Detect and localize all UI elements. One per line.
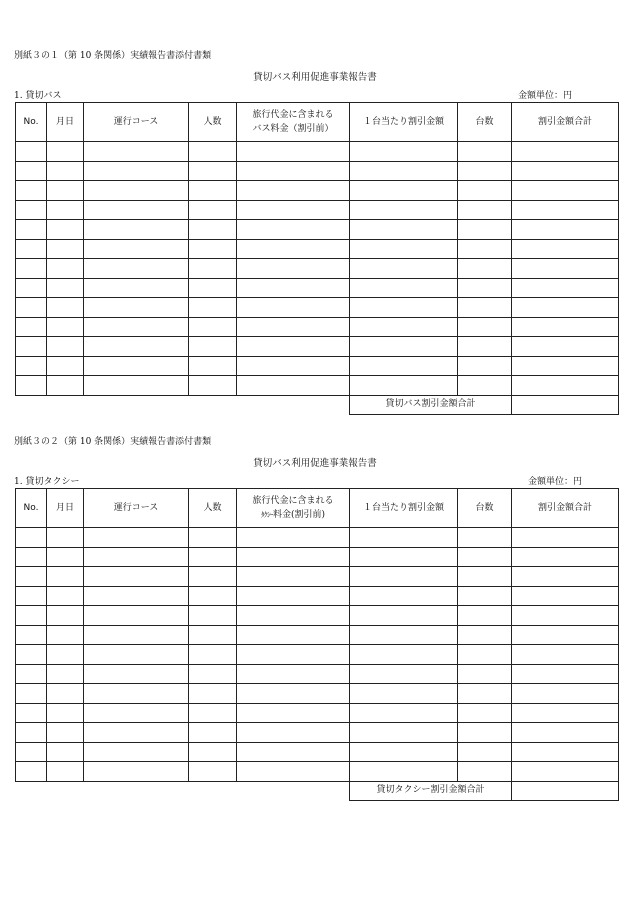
cell-fee[interactable]	[237, 742, 350, 762]
cell-units[interactable]	[458, 723, 512, 743]
table-row	[16, 278, 619, 298]
cell-date[interactable]	[47, 239, 84, 259]
cell-discount-total[interactable]	[512, 278, 619, 298]
col-header-discount-total: 割引金額合計	[512, 489, 619, 528]
cell-people[interactable]	[189, 142, 237, 162]
cell-units[interactable]	[458, 742, 512, 762]
cell-course[interactable]	[84, 220, 189, 240]
table-row	[16, 298, 619, 318]
cell-discount-per-unit[interactable]	[350, 567, 458, 587]
cell-people[interactable]	[189, 181, 237, 201]
table-row	[16, 356, 619, 376]
cell-discount-per-unit[interactable]	[350, 200, 458, 220]
cell-date[interactable]	[47, 259, 84, 279]
table-row	[16, 200, 619, 220]
cell-discount-total[interactable]	[512, 664, 619, 684]
cell-no[interactable]	[16, 317, 47, 337]
cell-no[interactable]	[16, 606, 47, 626]
cell-date[interactable]	[47, 547, 84, 567]
cell-date[interactable]	[47, 664, 84, 684]
cell-units[interactable]	[458, 220, 512, 240]
cell-fee[interactable]	[237, 376, 350, 396]
cell-date[interactable]	[47, 376, 84, 396]
cell-units[interactable]	[458, 142, 512, 162]
table-row	[16, 625, 619, 645]
cell-people[interactable]	[189, 200, 237, 220]
cell-date[interactable]	[47, 356, 84, 376]
cell-no[interactable]	[16, 220, 47, 240]
cell-units[interactable]	[458, 586, 512, 606]
total-label: 貸切タクシー割引金額合計	[350, 781, 512, 800]
col-header-units: 台数	[458, 489, 512, 528]
cell-fee[interactable]	[237, 528, 350, 548]
table-row	[16, 220, 619, 240]
cell-discount-total[interactable]	[512, 181, 619, 201]
cell-no[interactable]	[16, 161, 47, 181]
cell-fee[interactable]	[237, 586, 350, 606]
cell-discount-per-unit[interactable]	[350, 606, 458, 626]
cell-no[interactable]	[16, 567, 47, 587]
cell-people[interactable]	[189, 220, 237, 240]
total-row	[16, 781, 619, 800]
cell-course[interactable]	[84, 703, 189, 723]
col-header-no: No.	[16, 103, 47, 142]
table-row	[16, 337, 619, 357]
cell-discount-per-unit[interactable]	[350, 547, 458, 567]
cell-fee[interactable]	[237, 259, 350, 279]
cell-date[interactable]	[47, 723, 84, 743]
cell-units[interactable]	[458, 278, 512, 298]
cell-course[interactable]	[84, 317, 189, 337]
cell-people[interactable]	[189, 586, 237, 606]
cell-discount-total[interactable]	[512, 528, 619, 548]
cell-course[interactable]	[84, 239, 189, 259]
attachment-note: 別紙３の２（第 10 条関係）実績報告書添付書類	[14, 437, 212, 447]
cell-course[interactable]	[84, 337, 189, 357]
cell-discount-per-unit[interactable]	[350, 298, 458, 318]
cell-no[interactable]	[16, 259, 47, 279]
cell-fee[interactable]	[237, 278, 350, 298]
cell-units[interactable]	[458, 703, 512, 723]
cell-units[interactable]	[458, 181, 512, 201]
col-header-course: 運行コース	[84, 103, 189, 142]
cell-units[interactable]	[458, 161, 512, 181]
cell-date[interactable]	[47, 684, 84, 704]
cell-no[interactable]	[16, 278, 47, 298]
table-row	[16, 161, 619, 181]
cell-fee[interactable]	[237, 337, 350, 357]
cell-fee[interactable]	[237, 703, 350, 723]
cell-people[interactable]	[189, 161, 237, 181]
cell-fee[interactable]	[237, 606, 350, 626]
cell-discount-total[interactable]	[512, 161, 619, 181]
col-header-fee-line2	[237, 508, 349, 522]
cell-discount-total[interactable]	[512, 625, 619, 645]
table-row	[16, 762, 619, 782]
cell-people[interactable]	[189, 684, 237, 704]
cell-fee[interactable]	[237, 723, 350, 743]
cell-people[interactable]	[189, 528, 237, 548]
cell-units[interactable]	[458, 645, 512, 665]
cell-units[interactable]	[458, 547, 512, 567]
table-body	[16, 528, 619, 782]
cell-course[interactable]	[84, 161, 189, 181]
cell-discount-per-unit[interactable]	[350, 684, 458, 704]
table-row	[16, 547, 619, 567]
cell-no[interactable]	[16, 181, 47, 201]
cell-discount-total[interactable]	[512, 684, 619, 704]
cell-people[interactable]	[189, 547, 237, 567]
cell-units[interactable]	[458, 200, 512, 220]
cell-discount-per-unit[interactable]	[350, 161, 458, 181]
cell-no[interactable]	[16, 586, 47, 606]
cell-people[interactable]	[189, 567, 237, 587]
cell-discount-per-unit[interactable]	[350, 142, 458, 162]
col-header-fee-line1: 旅行代金に含まれる	[252, 109, 334, 120]
cell-discount-total[interactable]	[512, 142, 619, 162]
total-row	[16, 395, 619, 414]
cell-date[interactable]	[47, 528, 84, 548]
cell-people[interactable]	[189, 356, 237, 376]
cell-people[interactable]	[189, 298, 237, 318]
table-row	[16, 703, 619, 723]
table-row	[16, 142, 619, 162]
cell-date[interactable]	[47, 298, 84, 318]
cell-course[interactable]	[84, 547, 189, 567]
cell-fee[interactable]	[237, 356, 350, 376]
cell-fee[interactable]	[237, 142, 350, 162]
cell-course[interactable]	[84, 298, 189, 318]
cell-course[interactable]	[84, 742, 189, 762]
cell-fee[interactable]	[237, 547, 350, 567]
cell-course[interactable]	[84, 356, 189, 376]
cell-people[interactable]	[189, 625, 237, 645]
cell-date[interactable]	[47, 625, 84, 645]
cell-date[interactable]	[47, 606, 84, 626]
amount-unit-label: 金額単位：円	[527, 477, 582, 487]
cell-people[interactable]	[189, 278, 237, 298]
table-row	[16, 606, 619, 626]
cell-course[interactable]	[84, 376, 189, 396]
cell-no[interactable]	[16, 664, 47, 684]
taxi-kana: ﾀｸｼｰ	[260, 511, 273, 519]
cell-discount-total[interactable]	[512, 567, 619, 587]
cell-discount-total[interactable]	[512, 356, 619, 376]
cell-people[interactable]	[189, 723, 237, 743]
category-label: 1. 貸切タクシー	[14, 477, 80, 487]
total-value-cell[interactable]	[512, 395, 619, 414]
cell-date[interactable]	[47, 703, 84, 723]
cell-discount-per-unit[interactable]	[350, 723, 458, 743]
cell-units[interactable]	[458, 356, 512, 376]
cell-units[interactable]	[458, 625, 512, 645]
cell-date[interactable]	[47, 181, 84, 201]
cell-people[interactable]	[189, 337, 237, 357]
table-row	[16, 664, 619, 684]
cell-no[interactable]	[16, 337, 47, 357]
cell-fee[interactable]	[237, 161, 350, 181]
col-header-people: 人数	[189, 489, 237, 528]
cell-date[interactable]	[47, 645, 84, 665]
cell-people[interactable]	[189, 762, 237, 782]
table-row	[16, 181, 619, 201]
cell-course[interactable]	[84, 664, 189, 684]
cell-date[interactable]	[47, 337, 84, 357]
table-row	[16, 567, 619, 587]
cell-people[interactable]	[189, 606, 237, 626]
cell-course[interactable]	[84, 181, 189, 201]
table-body	[16, 142, 619, 396]
table-row	[16, 376, 619, 396]
cell-discount-total[interactable]	[512, 220, 619, 240]
cell-course[interactable]	[84, 606, 189, 626]
cell-people[interactable]	[189, 239, 237, 259]
cell-no[interactable]	[16, 239, 47, 259]
cell-no[interactable]	[16, 762, 47, 782]
col-header-no: No.	[16, 489, 47, 528]
cell-date[interactable]	[47, 742, 84, 762]
cell-discount-per-unit[interactable]	[350, 625, 458, 645]
cell-people[interactable]	[189, 742, 237, 762]
category-label: 1. 貸切バス	[14, 91, 62, 101]
cell-fee[interactable]	[237, 567, 350, 587]
table-row	[16, 317, 619, 337]
cell-discount-total[interactable]	[512, 762, 619, 782]
fee-line2-rest: 料金(割引前)	[272, 510, 326, 520]
cell-fee[interactable]	[237, 239, 350, 259]
cell-course[interactable]	[84, 625, 189, 645]
cell-course[interactable]	[84, 645, 189, 665]
col-header-fee-line1: 旅行代金に含まれる	[252, 495, 334, 506]
cell-people[interactable]	[189, 317, 237, 337]
cell-discount-per-unit[interactable]	[350, 181, 458, 201]
cell-discount-total[interactable]	[512, 586, 619, 606]
col-header-fee	[237, 489, 350, 528]
cell-date[interactable]	[47, 142, 84, 162]
cell-discount-per-unit[interactable]	[350, 742, 458, 762]
cell-people[interactable]	[189, 703, 237, 723]
cell-no[interactable]	[16, 142, 47, 162]
table-row	[16, 684, 619, 704]
cell-discount-per-unit[interactable]	[350, 645, 458, 665]
cell-date[interactable]	[47, 317, 84, 337]
table-row	[16, 528, 619, 548]
col-header-fee-line2: バス料金（割引前）	[252, 124, 334, 134]
cell-discount-total[interactable]	[512, 298, 619, 318]
cell-no[interactable]	[16, 703, 47, 723]
cell-fee[interactable]	[237, 181, 350, 201]
cell-fee[interactable]	[237, 684, 350, 704]
cell-no[interactable]	[16, 528, 47, 548]
cell-discount-total[interactable]	[512, 703, 619, 723]
cell-course[interactable]	[84, 528, 189, 548]
cell-discount-total[interactable]	[512, 317, 619, 337]
cell-date[interactable]	[47, 586, 84, 606]
cell-people[interactable]	[189, 376, 237, 396]
bus-report-table	[15, 102, 619, 415]
cell-people[interactable]	[189, 259, 237, 279]
cell-course[interactable]	[84, 723, 189, 743]
cell-discount-total[interactable]	[512, 200, 619, 220]
cell-no[interactable]	[16, 547, 47, 567]
total-label: 貸切バス割引金額合計	[350, 395, 512, 414]
table-row	[16, 239, 619, 259]
cell-course[interactable]	[84, 762, 189, 782]
cell-date[interactable]	[47, 278, 84, 298]
cell-discount-per-unit[interactable]	[350, 259, 458, 279]
cell-fee[interactable]	[237, 664, 350, 684]
cell-discount-total[interactable]	[512, 742, 619, 762]
cell-units[interactable]	[458, 528, 512, 548]
table-header-row	[16, 103, 619, 142]
cell-no[interactable]	[16, 625, 47, 645]
col-header-discount-total: 割引金額合計	[512, 103, 619, 142]
cell-discount-per-unit[interactable]	[350, 317, 458, 337]
cell-units[interactable]	[458, 376, 512, 396]
amount-unit-label: 金額単位：円	[517, 91, 572, 101]
table-row	[16, 723, 619, 743]
cell-people[interactable]	[189, 664, 237, 684]
cell-no[interactable]	[16, 645, 47, 665]
cell-fee[interactable]	[237, 200, 350, 220]
cell-no[interactable]	[16, 742, 47, 762]
cell-people[interactable]	[189, 645, 237, 665]
cell-discount-per-unit[interactable]	[350, 528, 458, 548]
cell-discount-total[interactable]	[512, 376, 619, 396]
attachment-note: 別紙３の１（第 10 条関係）実績報告書添付書類	[14, 51, 212, 61]
cell-course[interactable]	[84, 586, 189, 606]
cell-no[interactable]	[16, 376, 47, 396]
cell-discount-per-unit[interactable]	[350, 376, 458, 396]
col-header-people: 人数	[189, 103, 237, 142]
col-header-discount-per-unit: １台当たり割引金額	[350, 489, 458, 528]
total-value-cell[interactable]	[512, 781, 619, 800]
cell-units[interactable]	[458, 684, 512, 704]
cell-units[interactable]	[458, 606, 512, 626]
cell-fee[interactable]	[237, 762, 350, 782]
cell-fee[interactable]	[237, 220, 350, 240]
cell-discount-total[interactable]	[512, 337, 619, 357]
cell-fee[interactable]	[237, 298, 350, 318]
cell-fee[interactable]	[237, 625, 350, 645]
cell-course[interactable]	[84, 200, 189, 220]
table-header-row	[16, 489, 619, 528]
cell-course[interactable]	[84, 259, 189, 279]
cell-units[interactable]	[458, 664, 512, 684]
taxi-report-table	[15, 488, 619, 801]
cell-units[interactable]	[458, 317, 512, 337]
cell-discount-per-unit[interactable]	[350, 239, 458, 259]
col-header-fee	[237, 103, 350, 142]
cell-units[interactable]	[458, 259, 512, 279]
col-header-course: 運行コース	[84, 489, 189, 528]
cell-units[interactable]	[458, 337, 512, 357]
cell-discount-total[interactable]	[512, 723, 619, 743]
cell-date[interactable]	[47, 220, 84, 240]
cell-course[interactable]	[84, 567, 189, 587]
cell-units[interactable]	[458, 567, 512, 587]
cell-discount-per-unit[interactable]	[350, 220, 458, 240]
cell-no[interactable]	[16, 684, 47, 704]
col-header-units: 台数	[458, 103, 512, 142]
report-title: 貸切バス利用促進事業報告書	[253, 72, 377, 83]
cell-discount-total[interactable]	[512, 606, 619, 626]
cell-discount-per-unit[interactable]	[350, 337, 458, 357]
cell-course[interactable]	[84, 142, 189, 162]
col-header-discount-per-unit: １台当たり割引金額	[350, 103, 458, 142]
cell-date[interactable]	[47, 200, 84, 220]
cell-discount-per-unit[interactable]	[350, 278, 458, 298]
cell-course[interactable]	[84, 684, 189, 704]
report-title: 貸切バス利用促進事業報告書	[253, 458, 377, 469]
col-header-date: 月日	[47, 489, 84, 528]
cell-no[interactable]	[16, 200, 47, 220]
cell-date[interactable]	[47, 762, 84, 782]
cell-course[interactable]	[84, 278, 189, 298]
cell-no[interactable]	[16, 356, 47, 376]
cell-no[interactable]	[16, 723, 47, 743]
cell-discount-per-unit[interactable]	[350, 356, 458, 376]
cell-no[interactable]	[16, 298, 47, 318]
cell-discount-per-unit[interactable]	[350, 586, 458, 606]
table-row	[16, 586, 619, 606]
cell-discount-per-unit[interactable]	[350, 664, 458, 684]
table-row	[16, 259, 619, 279]
cell-units[interactable]	[458, 298, 512, 318]
cell-date[interactable]	[47, 161, 84, 181]
table-row	[16, 742, 619, 762]
cell-discount-total[interactable]	[512, 645, 619, 665]
cell-units[interactable]	[458, 762, 512, 782]
col-header-date: 月日	[47, 103, 84, 142]
cell-discount-per-unit[interactable]	[350, 703, 458, 723]
cell-fee[interactable]	[237, 317, 350, 337]
cell-discount-total[interactable]	[512, 259, 619, 279]
cell-discount-total[interactable]	[512, 547, 619, 567]
table-row	[16, 645, 619, 665]
cell-date[interactable]	[47, 567, 84, 587]
cell-units[interactable]	[458, 239, 512, 259]
cell-discount-per-unit[interactable]	[350, 762, 458, 782]
cell-fee[interactable]	[237, 645, 350, 665]
cell-discount-total[interactable]	[512, 239, 619, 259]
